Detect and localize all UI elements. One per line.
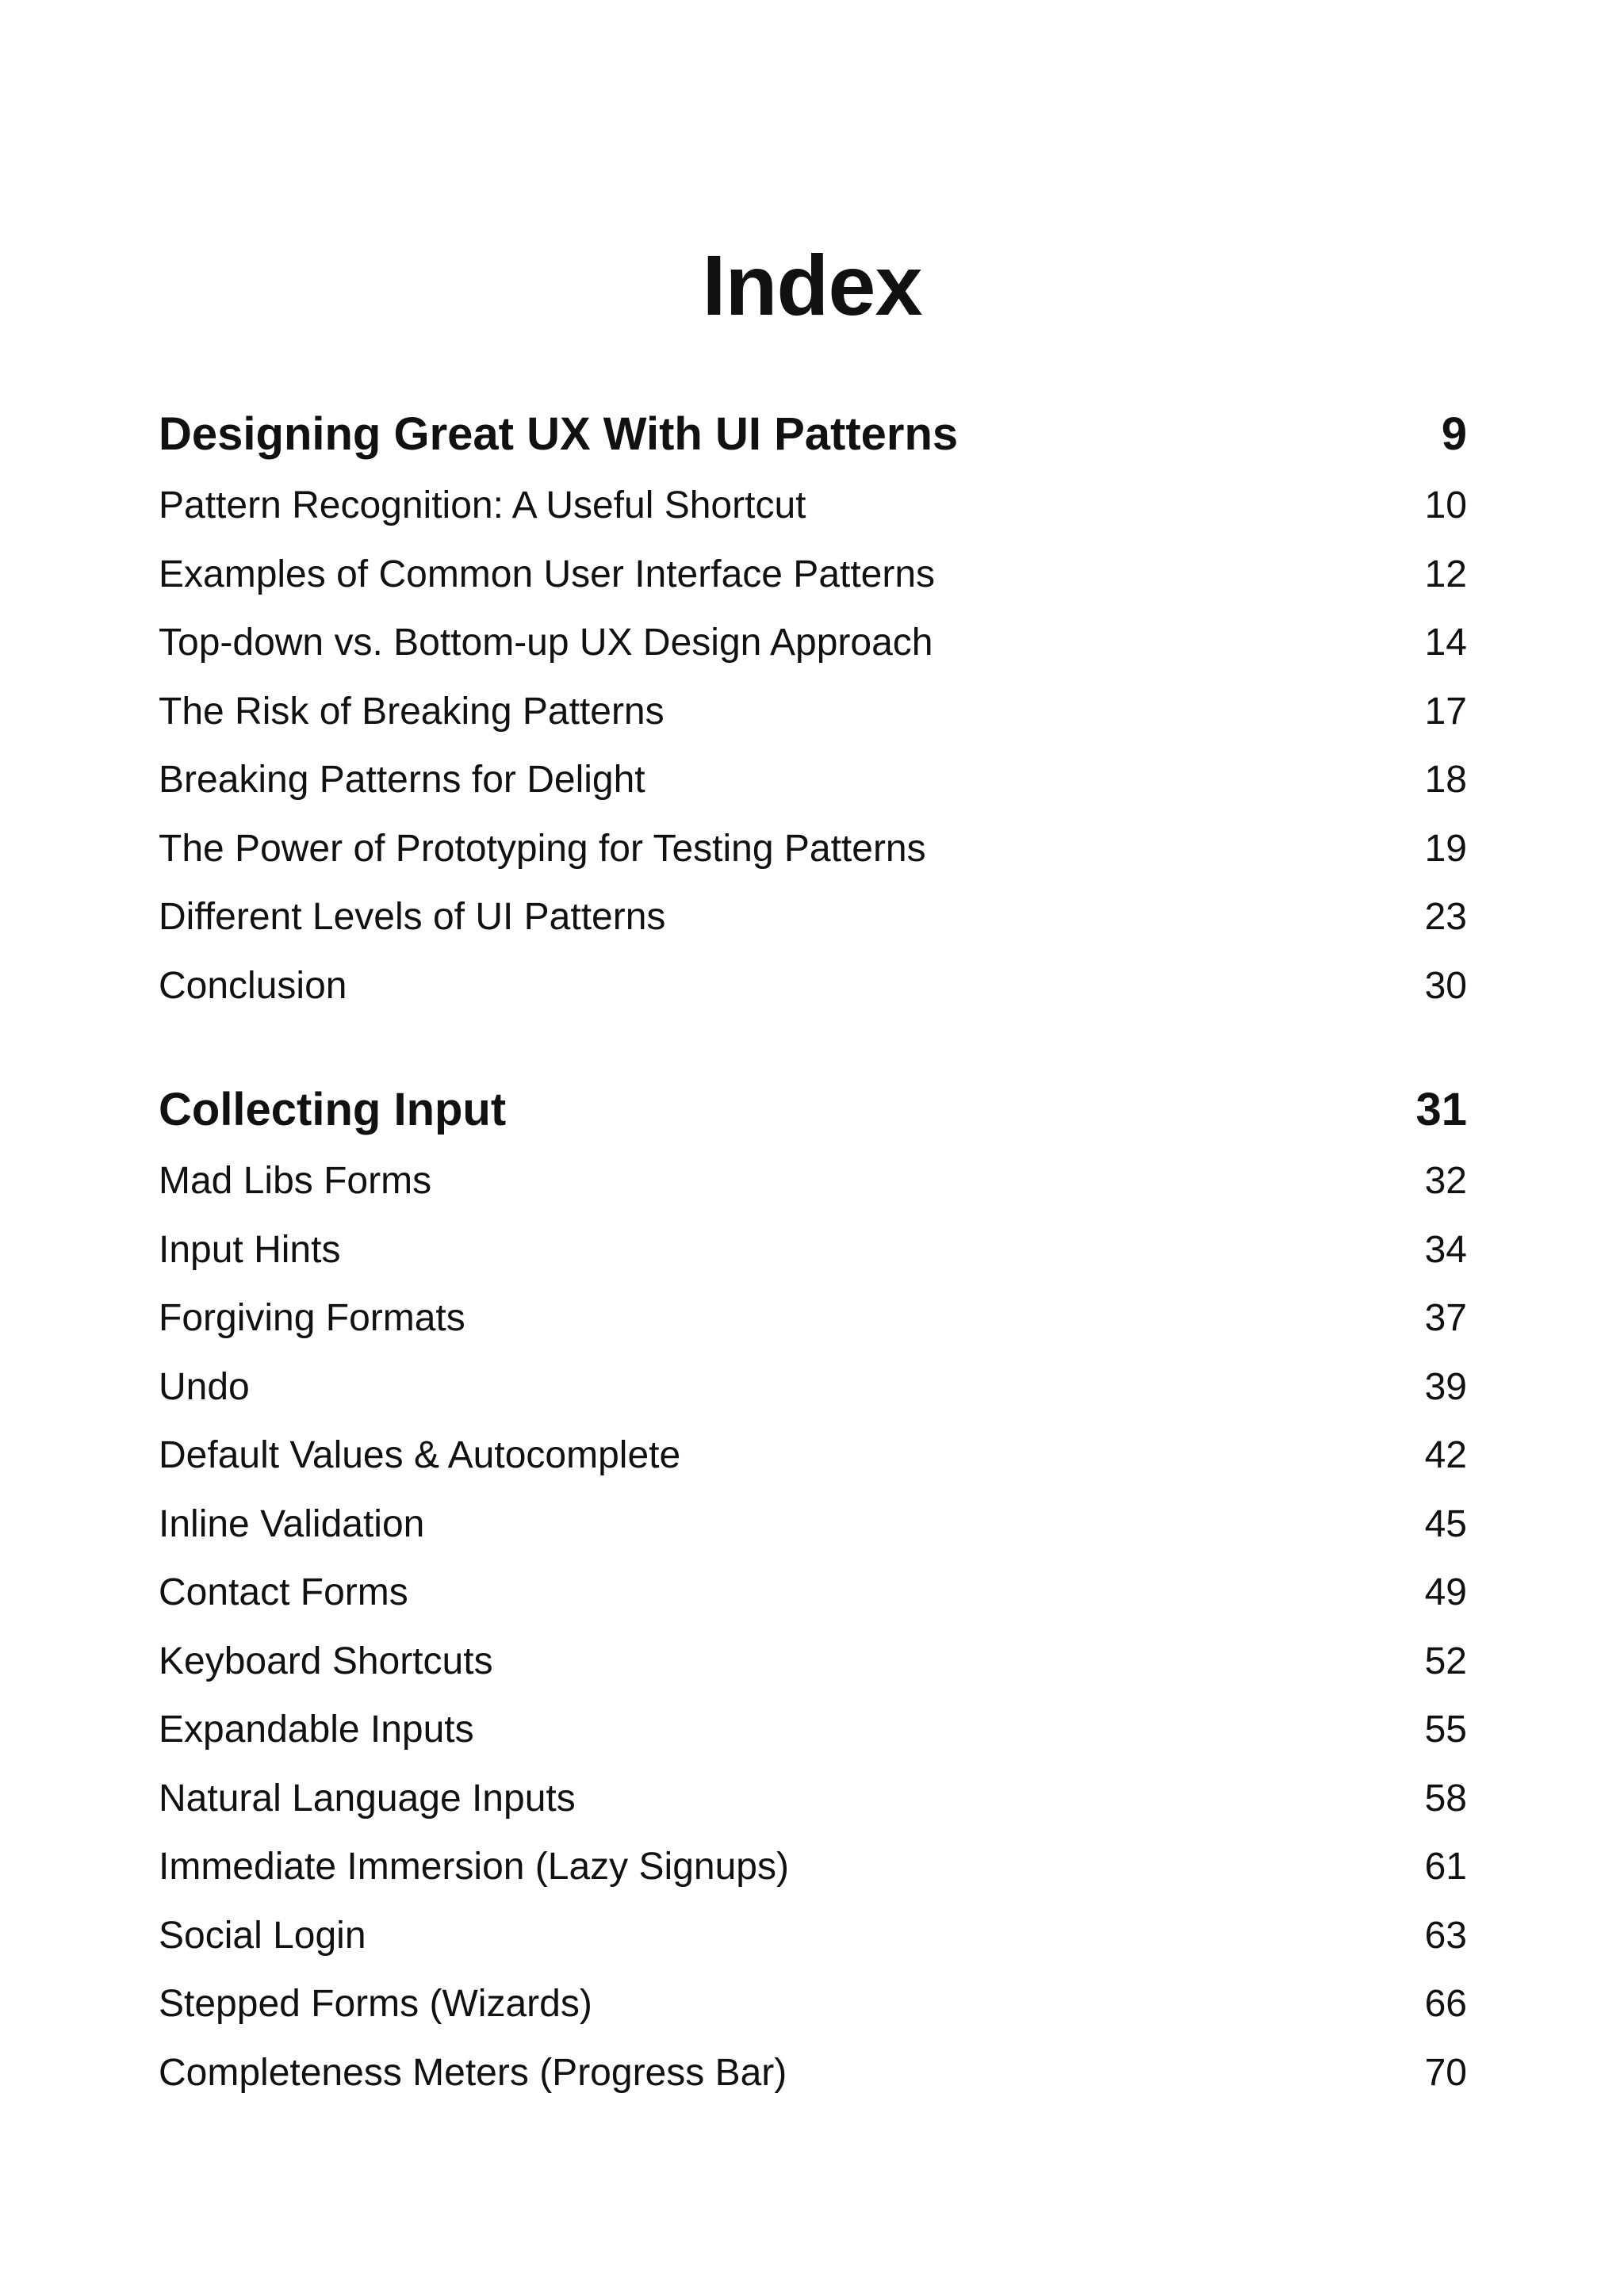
toc-entry-page-number: 12 bbox=[1424, 553, 1467, 595]
toc-entry[interactable] bbox=[159, 2039, 1467, 2108]
toc-entry-page-number: 70 bbox=[1424, 2051, 1467, 2094]
toc-entry-label: Conclusion bbox=[159, 964, 347, 1007]
toc-entry[interactable] bbox=[159, 1147, 1467, 1216]
toc-entry-label: Immediate Immersion (Lazy Signups) bbox=[159, 1846, 789, 1888]
toc-entry[interactable] bbox=[159, 1902, 1467, 1971]
toc-entry-page-number: 17 bbox=[1424, 690, 1467, 733]
toc-entry-label: Mad Libs Forms bbox=[159, 1160, 432, 1202]
toc-entry[interactable] bbox=[159, 1216, 1467, 1285]
toc-entry-label: Expandable Inputs bbox=[159, 1709, 474, 1751]
section-heading-label: Designing Great UX With UI Patterns bbox=[159, 408, 959, 460]
toc-entry-label: Pattern Recognition: A Useful Shortcut bbox=[159, 484, 806, 526]
toc-entry-page-number: 30 bbox=[1424, 964, 1467, 1007]
toc-entry-page-number: 14 bbox=[1424, 622, 1467, 664]
toc-entry[interactable] bbox=[159, 1833, 1467, 1902]
toc-entry[interactable] bbox=[159, 1628, 1467, 1697]
toc-entry[interactable] bbox=[159, 815, 1467, 884]
toc-entry-page-number: 18 bbox=[1424, 759, 1467, 801]
section-heading-page-number: 31 bbox=[1415, 1084, 1467, 1135]
toc-entry[interactable] bbox=[159, 1559, 1467, 1628]
toc-entry-page-number: 10 bbox=[1424, 484, 1467, 526]
page-title: Index bbox=[702, 237, 922, 333]
toc-entry-page-number: 66 bbox=[1424, 1983, 1467, 2025]
section-heading-page-number: 9 bbox=[1441, 408, 1467, 460]
toc-entry-label: Completeness Meters (Progress Bar) bbox=[159, 2051, 787, 2094]
toc-entry-label: Breaking Patterns for Delight bbox=[159, 759, 645, 801]
toc-entry-label: Contact Forms bbox=[159, 1571, 408, 1613]
toc-entry[interactable] bbox=[159, 472, 1467, 541]
toc-entry-page-number: 42 bbox=[1424, 1434, 1467, 1476]
toc-entry-label: Top-down vs. Bottom-up UX Design Approach bbox=[159, 622, 933, 664]
toc-entry-page-number: 58 bbox=[1424, 1777, 1467, 1820]
toc-section bbox=[159, 400, 1467, 1020]
section-heading[interactable] bbox=[159, 1076, 1467, 1147]
toc-entry[interactable] bbox=[159, 1490, 1467, 1559]
toc-entry-label: Forgiving Formats bbox=[159, 1297, 465, 1339]
toc-entry[interactable] bbox=[159, 1970, 1467, 2039]
toc-entry-page-number: 49 bbox=[1424, 1571, 1467, 1613]
toc-entry-page-number: 52 bbox=[1424, 1640, 1467, 1682]
toc-entry-label: Social Login bbox=[159, 1914, 366, 1957]
toc-entry[interactable] bbox=[159, 1284, 1467, 1353]
toc-entry-page-number: 37 bbox=[1424, 1297, 1467, 1339]
toc-entry-page-number: 61 bbox=[1424, 1846, 1467, 1888]
toc-entry-label: Natural Language Inputs bbox=[159, 1777, 576, 1820]
toc-entry-label: The Power of Prototyping for Testing Patterns bbox=[159, 827, 926, 870]
toc-entry[interactable] bbox=[159, 883, 1467, 952]
toc-entry-label: Examples of Common User Interface Patterns bbox=[159, 553, 936, 595]
toc-entry[interactable] bbox=[159, 1765, 1467, 1834]
toc-entry-page-number: 32 bbox=[1424, 1160, 1467, 1202]
toc-entry[interactable] bbox=[159, 1353, 1467, 1422]
toc-entry[interactable] bbox=[159, 678, 1467, 747]
toc-entry-label: The Risk of Breaking Patterns bbox=[159, 690, 665, 733]
toc-entry-page-number: 63 bbox=[1424, 1914, 1467, 1957]
toc-entry-page-number: 34 bbox=[1424, 1228, 1467, 1271]
toc-entry-label: Inline Validation bbox=[159, 1502, 425, 1545]
toc-entry[interactable] bbox=[159, 746, 1467, 815]
toc-entry-page-number: 45 bbox=[1424, 1502, 1467, 1545]
toc-entry-page-number: 55 bbox=[1424, 1709, 1467, 1751]
toc-entry[interactable] bbox=[159, 609, 1467, 678]
toc-entry-label: Input Hints bbox=[159, 1228, 341, 1271]
toc-entry-label: Default Values & Autocomplete bbox=[159, 1434, 681, 1476]
section-heading[interactable] bbox=[159, 400, 1467, 472]
toc-entry[interactable] bbox=[159, 1422, 1467, 1490]
toc-entry-page-number: 39 bbox=[1424, 1365, 1467, 1408]
toc-entry[interactable] bbox=[159, 1696, 1467, 1765]
toc-entry-label: Keyboard Shortcuts bbox=[159, 1640, 493, 1682]
toc-section bbox=[159, 1076, 1467, 2107]
toc-entry-page-number: 19 bbox=[1424, 827, 1467, 870]
toc-entry-label: Undo bbox=[159, 1365, 250, 1408]
table-of-contents bbox=[159, 400, 1467, 2163]
toc-entry[interactable] bbox=[159, 541, 1467, 610]
toc-entry[interactable] bbox=[159, 952, 1467, 1021]
toc-entry-page-number: 23 bbox=[1424, 896, 1467, 938]
toc-entry-label: Different Levels of UI Patterns bbox=[159, 896, 666, 938]
section-heading-label: Collecting Input bbox=[159, 1084, 507, 1135]
toc-entry-label: Stepped Forms (Wizards) bbox=[159, 1983, 592, 2025]
